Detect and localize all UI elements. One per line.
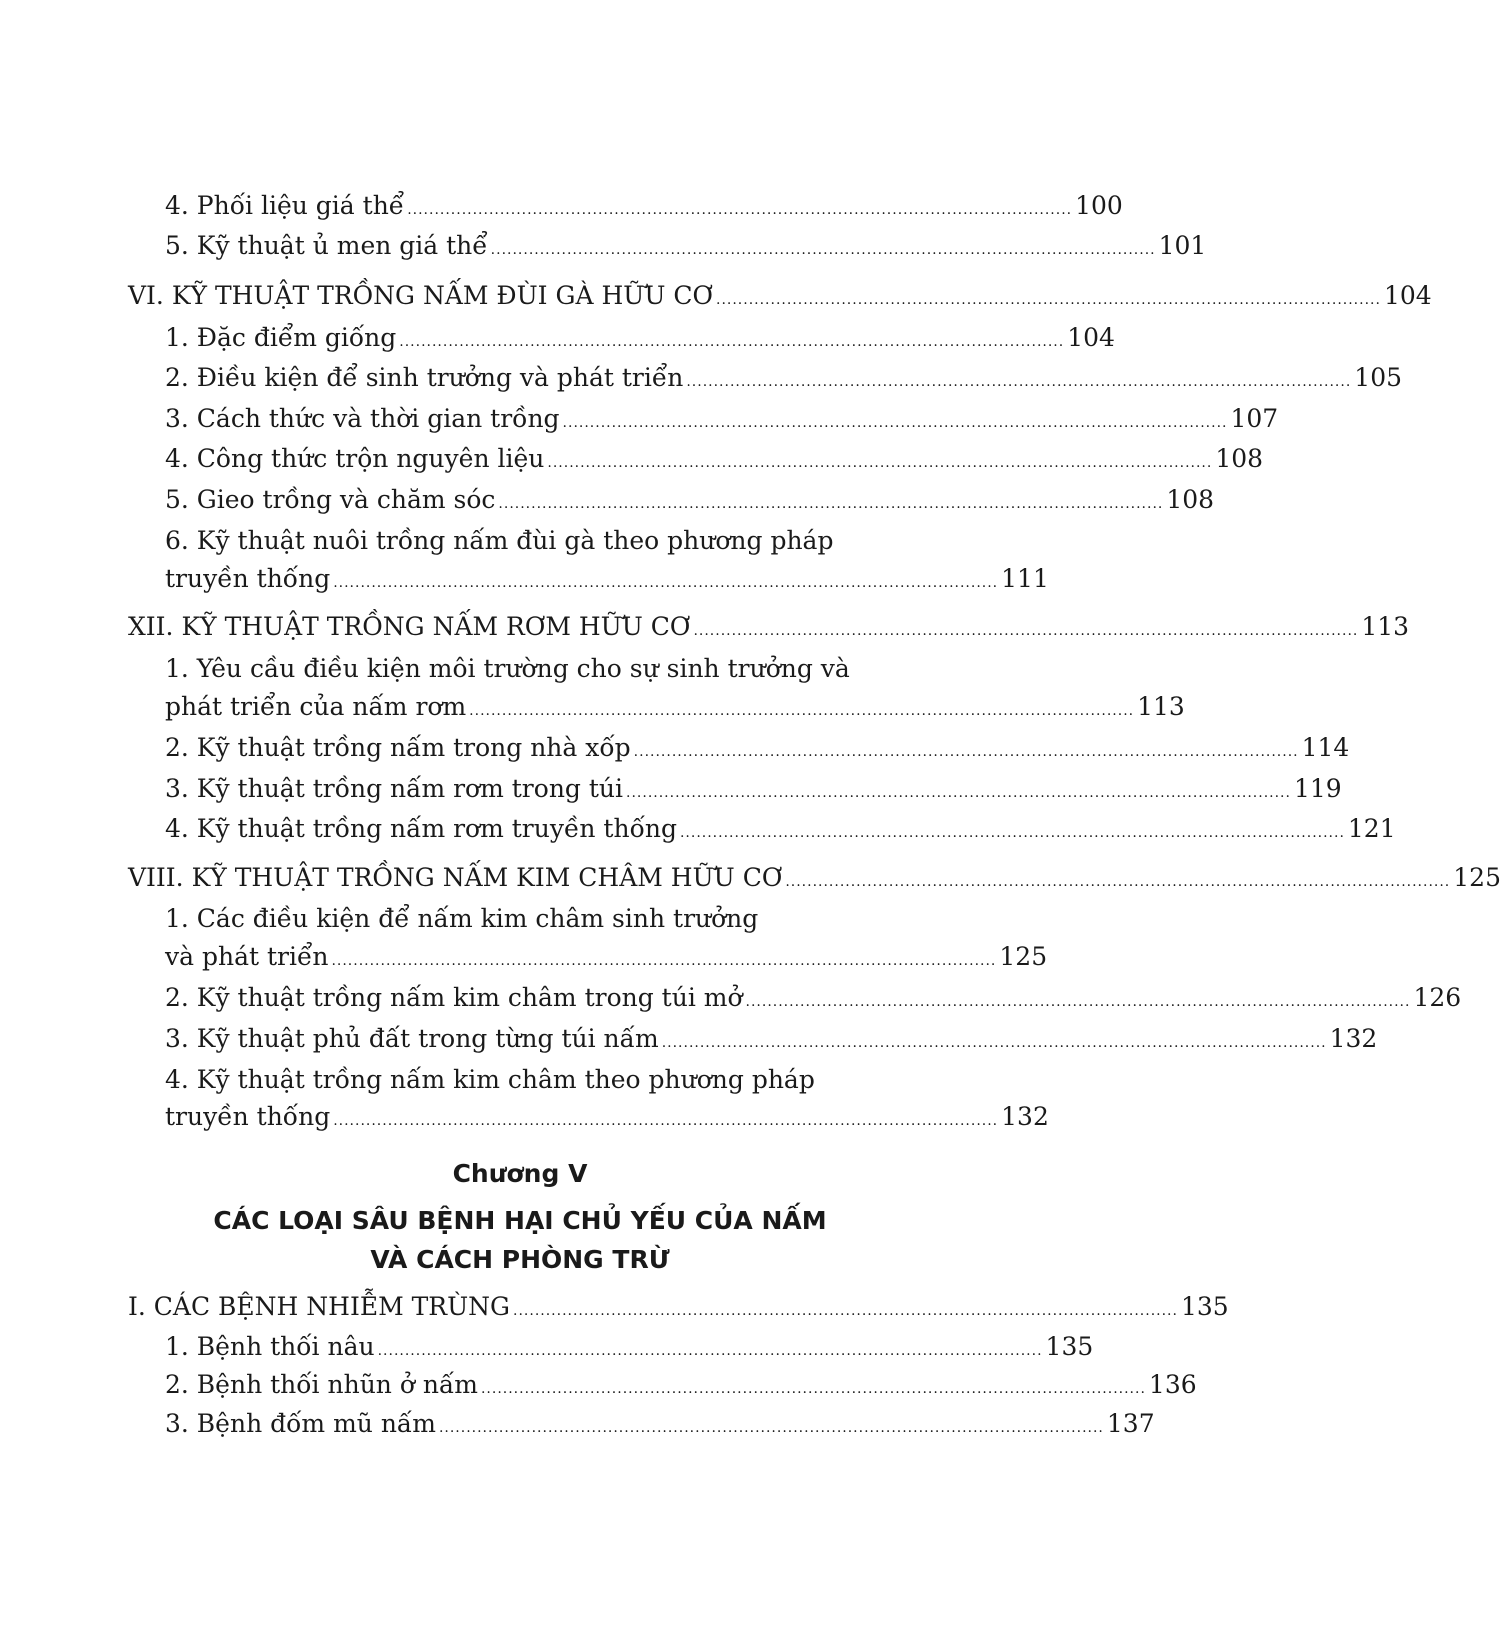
dot-leader: .......................................................................................................................... bbox=[407, 202, 1073, 218]
toc-entry-page: 132 bbox=[1001, 1102, 1049, 1131]
toc-entry-page: 107 bbox=[1230, 404, 1279, 433]
dot-leader: .......................................................................................................................... bbox=[633, 744, 1299, 760]
toc-entry-page: 119 bbox=[1293, 774, 1342, 803]
dot-leader: .......................................................................................................................... bbox=[490, 242, 1156, 258]
dot-leader: .......................................................................................................................... bbox=[377, 1343, 1043, 1359]
toc-entry-page: 100 bbox=[1075, 191, 1123, 220]
toc-entry-page: 111 bbox=[1001, 564, 1049, 593]
toc-entry-page: 126 bbox=[1413, 983, 1462, 1012]
dot-leader: .......................................................................................................................... bbox=[785, 874, 1451, 890]
toc-entry-page: 101 bbox=[1158, 231, 1207, 260]
toc-entry-title: 2. Điều kiện để sinh trưởng và phát triển bbox=[165, 363, 684, 392]
chapter-label: Chương V bbox=[452, 1159, 588, 1188]
toc-entry-title: phát triển của nấm rơm bbox=[165, 692, 467, 721]
toc-entry-title: 4. Công thức trộn nguyên liệu bbox=[165, 444, 545, 473]
toc-entry bbox=[165, 687, 1185, 727]
toc-entry-page: 121 bbox=[1347, 814, 1396, 843]
toc-entry-title: 4. Kỹ thuật trồng nấm rơm truyền thống bbox=[165, 814, 677, 843]
toc-entry-title: VIII. KỸ THUẬT TRỒNG NẤM KIM CHÂM HỮU CƠ bbox=[128, 863, 783, 892]
toc-entry-page: 135 bbox=[1180, 1292, 1229, 1321]
dot-leader: .......................................................................................................................... bbox=[513, 1303, 1178, 1319]
toc-entry-title: I. CÁC BỆNH NHIỄM TRÙNG bbox=[128, 1292, 511, 1321]
toc-entry bbox=[165, 399, 1279, 439]
toc-entry-title: 4. Phối liệu giá thể bbox=[165, 191, 405, 220]
dot-leader: .......................................................................................................................... bbox=[498, 496, 1164, 512]
dot-leader: .......................................................................................................................... bbox=[716, 292, 1381, 308]
dot-leader: .......................................................................................................................... bbox=[693, 623, 1359, 639]
dot-leader: .......................................................................................................................... bbox=[438, 1420, 1104, 1436]
toc-entry-title: VI. KỸ THUẬT TRỒNG NẤM ĐÙI GÀ HỮU CƠ bbox=[128, 281, 713, 310]
toc-entry-page: 137 bbox=[1106, 1409, 1155, 1438]
toc-entry-page: 113 bbox=[1361, 612, 1410, 641]
toc-entry-title: 3. Bệnh đốm mũ nấm bbox=[165, 1409, 436, 1438]
toc-entry-page: 125 bbox=[999, 942, 1048, 971]
toc-entry-page: 113 bbox=[1137, 692, 1185, 721]
toc-section bbox=[128, 607, 1410, 647]
toc-entry bbox=[165, 439, 1264, 479]
toc-entry-page: 104 bbox=[1383, 281, 1432, 310]
toc-entry-title: 3. Cách thức và thời gian trồng bbox=[165, 404, 560, 433]
toc-entry bbox=[165, 1365, 1197, 1405]
toc-entry bbox=[165, 809, 1396, 849]
toc-entry-title-line: 6. Kỹ thuật nuôi trồng nấm đùi gà theo phương pháp bbox=[165, 526, 834, 555]
toc-entry bbox=[165, 186, 1123, 226]
dot-leader: .......................................................................................................................... bbox=[469, 703, 1135, 719]
dot-leader: .......................................................................................................................... bbox=[661, 1035, 1327, 1051]
toc-entry-title: 2. Kỹ thuật trồng nấm kim châm trong túi mở bbox=[165, 983, 743, 1012]
toc-entry-title: 5. Kỹ thuật ủ men giá thể bbox=[165, 231, 488, 260]
toc-entry-title: 3. Kỹ thuật phủ đất trong từng túi nấm bbox=[165, 1024, 659, 1053]
toc-entry-page: 105 bbox=[1354, 363, 1403, 392]
toc-entry-title-line: 1. Yêu cầu điều kiện môi trường cho sự sinh trưởng và bbox=[165, 654, 850, 683]
toc-section bbox=[128, 276, 1432, 316]
toc-entry-page: 125 bbox=[1453, 863, 1501, 892]
toc-entry bbox=[165, 358, 1403, 398]
toc-entry bbox=[165, 1097, 1049, 1137]
dot-leader: .......................................................................................................................... bbox=[626, 785, 1291, 801]
toc-entry-page: 135 bbox=[1045, 1332, 1094, 1361]
toc-entry-page: 104 bbox=[1067, 323, 1115, 352]
toc-entry bbox=[165, 937, 1048, 977]
toc-entry-page: 108 bbox=[1215, 444, 1264, 473]
toc-entry bbox=[165, 728, 1350, 768]
dot-leader: .......................................................................................................................... bbox=[333, 575, 999, 591]
toc-section bbox=[128, 1287, 1229, 1327]
toc-entry-title: 3. Kỹ thuật trồng nấm rơm trong túi bbox=[165, 774, 624, 803]
chapter-title: CÁC LOẠI SÂU BỆNH HẠI CHỦ YẾU CỦA NẤM bbox=[213, 1206, 827, 1235]
dot-leader: .......................................................................................................................... bbox=[547, 455, 1213, 471]
toc-entry bbox=[165, 559, 1049, 599]
toc-entry-title: 2. Bệnh thối nhũn ở nấm bbox=[165, 1370, 478, 1399]
toc-entry bbox=[165, 480, 1215, 520]
toc-entry bbox=[165, 318, 1115, 358]
toc-entry bbox=[165, 226, 1207, 266]
dot-leader: .......................................................................................................................... bbox=[679, 825, 1345, 841]
toc-entry-page: 114 bbox=[1301, 733, 1350, 762]
toc-entry-title-line: 1. Các điều kiện để nấm kim châm sinh trưởng bbox=[165, 904, 759, 933]
dot-leader: .......................................................................................................................... bbox=[562, 415, 1228, 431]
toc-entry bbox=[165, 1404, 1155, 1444]
toc-entry-page: 136 bbox=[1148, 1370, 1197, 1399]
toc-entry bbox=[165, 769, 1342, 809]
toc-entry-page: 108 bbox=[1166, 485, 1215, 514]
toc-entry-title: truyền thống bbox=[165, 564, 331, 593]
toc-section bbox=[128, 858, 1501, 898]
toc-entry bbox=[165, 1327, 1094, 1367]
dot-leader: .......................................................................................................................... bbox=[480, 1381, 1146, 1397]
toc-entry-page: 132 bbox=[1329, 1024, 1378, 1053]
toc-entry-title-line: 4. Kỹ thuật trồng nấm kim châm theo phương pháp bbox=[165, 1065, 815, 1094]
toc-entry-title: truyền thống bbox=[165, 1102, 331, 1131]
toc-entry-title: 5. Gieo trồng và chăm sóc bbox=[165, 485, 496, 514]
dot-leader: .......................................................................................................................... bbox=[333, 1113, 999, 1129]
toc-entry-title: và phát triển bbox=[165, 942, 329, 971]
dot-leader: .......................................................................................................................... bbox=[331, 953, 997, 969]
chapter-title: VÀ CÁCH PHÒNG TRỪ bbox=[370, 1245, 670, 1274]
dot-leader: .......................................................................................................................... bbox=[686, 374, 1352, 390]
dot-leader: .......................................................................................................................... bbox=[399, 334, 1065, 350]
toc-entry-title: 1. Bệnh thối nâu bbox=[165, 1332, 375, 1361]
toc-entry bbox=[165, 978, 1462, 1018]
dot-leader: .......................................................................................................................... bbox=[745, 994, 1411, 1010]
toc-entry-title: 2. Kỹ thuật trồng nấm trong nhà xốp bbox=[165, 733, 631, 762]
toc-entry bbox=[165, 1019, 1378, 1059]
toc-entry-title: XII. KỸ THUẬT TRỒNG NẤM RƠM HỮU CƠ bbox=[128, 612, 691, 641]
toc-entry-title: 1. Đặc điểm giống bbox=[165, 323, 397, 352]
